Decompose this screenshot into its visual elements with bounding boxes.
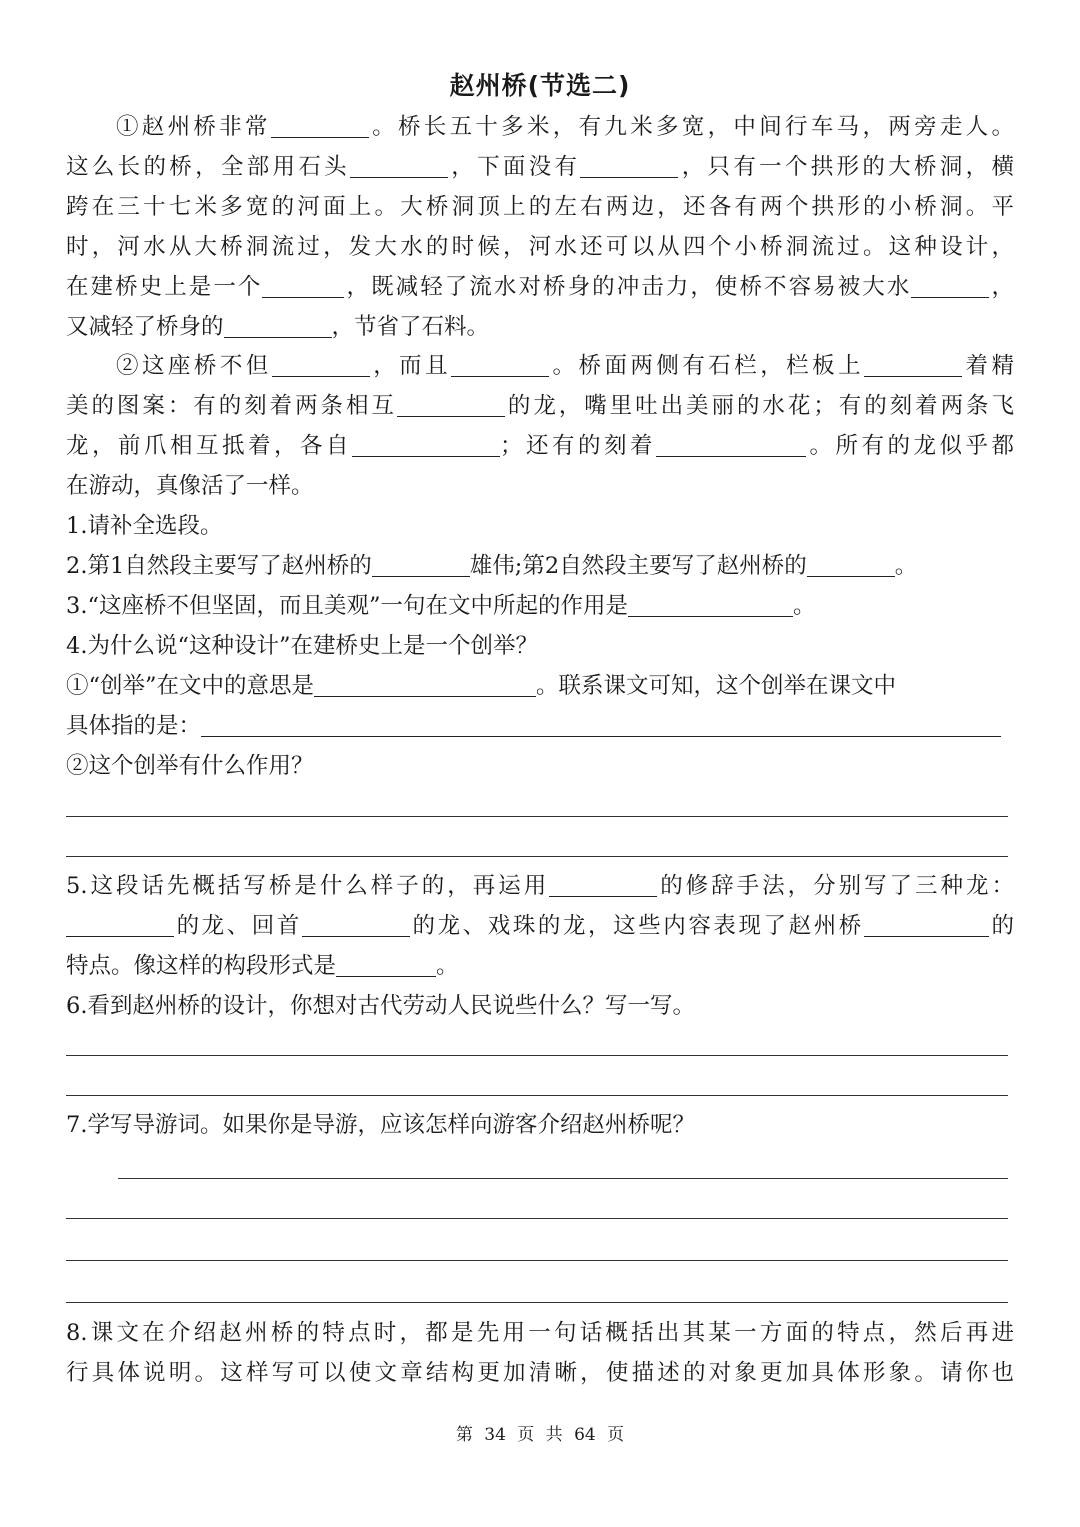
fill-blank[interactable]	[262, 273, 344, 298]
passage-line: 又减轻了桥身的 ，节省了石料。	[66, 314, 490, 340]
question-2: 2.第1自然段主要写了赵州桥的 雄伟;第2自然段主要写了赵州桥的 。	[66, 553, 918, 579]
fill-blank[interactable]	[451, 352, 549, 377]
question-4-part-1: ①“创举”在文中的意思是 。联系课文可知，这个创举在课文中	[66, 673, 897, 699]
page-title: 赵州桥(节选二)	[449, 71, 631, 100]
question-4-part-2: ②这个创举有什么作用？	[66, 753, 314, 779]
question-8-cont: 行具体说明。这样写可以使文章结构更加清晰，使描述的对象更加具体形象。请你也	[66, 1360, 1014, 1386]
question-3: 3.“这座桥不但坚固，而且美观”一句在文中所起的作用是 。	[66, 593, 816, 619]
fill-blank[interactable]	[66, 912, 174, 937]
passage-line: ①赵州桥非常 。桥长五十多米，有九米多宽，中间行车马，两旁走人。	[116, 114, 1014, 140]
passage-line: 在建桥史上是一个 ，既减轻了流水对桥身的冲击力，使桥不容易被大水 ，	[66, 274, 1014, 300]
fill-blank[interactable]	[864, 912, 989, 937]
passage-line: 跨在三十七米多宽的河面上。大桥洞顶上的左右两边，还各有两个拱形的小桥洞。平	[66, 194, 1014, 220]
passage-line: 时，河水从大桥洞流过，发大水的时候，河水还可以从四个小桥洞流过。这种设计，	[66, 234, 1014, 260]
passage-line: ②这座桥不但 ，而且 。桥面两侧有石栏，栏板上 着精	[116, 353, 1014, 379]
answer-line[interactable]	[66, 1055, 1008, 1056]
passage-line: 在游动，真像活了一样。	[66, 473, 314, 499]
fill-blank[interactable]	[580, 153, 678, 178]
question-6: 6.看到赵州桥的设计，你想对古代劳动人民说些什么？写一写。	[66, 993, 695, 1019]
question-5: 5.这段话先概括写桥是什么样子的，再运用 的修辞手法，分别写了三种龙：	[66, 873, 1014, 899]
fill-blank[interactable]	[350, 153, 448, 178]
fill-blank[interactable]	[807, 552, 895, 577]
fill-blank[interactable]	[628, 592, 793, 617]
fill-blank[interactable]	[271, 113, 369, 138]
fill-blank[interactable]	[272, 352, 370, 377]
answer-line[interactable]	[66, 1302, 1008, 1303]
question-5-cont: 特点。像这样的构段形式是 。	[66, 953, 459, 979]
fill-blank[interactable]	[549, 872, 657, 897]
question-1: 1.请补全选段。	[66, 513, 223, 539]
fill-blank[interactable]	[911, 273, 989, 298]
passage-line: 美的图案：有的刻着两条相互 的龙，嘴里吐出美丽的水花；有的刻着两条飞	[66, 393, 1014, 419]
fill-blank[interactable]	[864, 352, 962, 377]
fill-blank[interactable]	[372, 552, 470, 577]
passage-line: 这么长的桥，全部用石头 ，下面没有 ，只有一个拱形的大桥洞，横	[66, 154, 1014, 180]
answer-line[interactable]	[66, 1260, 1008, 1261]
answer-line[interactable]	[66, 1218, 1008, 1219]
fill-blank[interactable]	[352, 432, 500, 457]
passage-line: 龙，前爪相互抵着，各自 ；还有的刻着 。所有的龙似乎都	[66, 433, 1014, 459]
answer-line[interactable]	[66, 1095, 1008, 1096]
question-8: 8.课文在介绍赵州桥的特点时，都是先用一句话概括出其某一方面的特点，然后再进	[66, 1320, 1014, 1346]
question-7: 7.学写导游词。如果你是导游，应该怎样向游客介绍赵州桥呢？	[66, 1112, 695, 1138]
question-5-cont: 的龙、回首 的龙、戏珠的龙，这些内容表现了赵州桥 的	[66, 906, 1014, 946]
question-4-part-1-cont: 具体指的是：	[66, 706, 1014, 746]
fill-blank[interactable]	[314, 672, 536, 697]
fill-blank[interactable]	[336, 952, 436, 977]
question-4: 4.为什么说“这种设计”在建桥史上是一个创举？	[66, 633, 538, 659]
answer-line[interactable]	[66, 856, 1008, 857]
page-footer: 第 34 页 共 64 页	[455, 1425, 625, 1445]
answer-line[interactable]	[66, 816, 1008, 817]
fill-blank[interactable]	[302, 912, 410, 937]
answer-line[interactable]	[118, 1178, 1008, 1179]
fill-blank[interactable]	[224, 313, 332, 338]
fill-blank[interactable]	[656, 432, 806, 457]
answer-line[interactable]	[201, 712, 1001, 737]
fill-blank[interactable]	[397, 392, 505, 417]
